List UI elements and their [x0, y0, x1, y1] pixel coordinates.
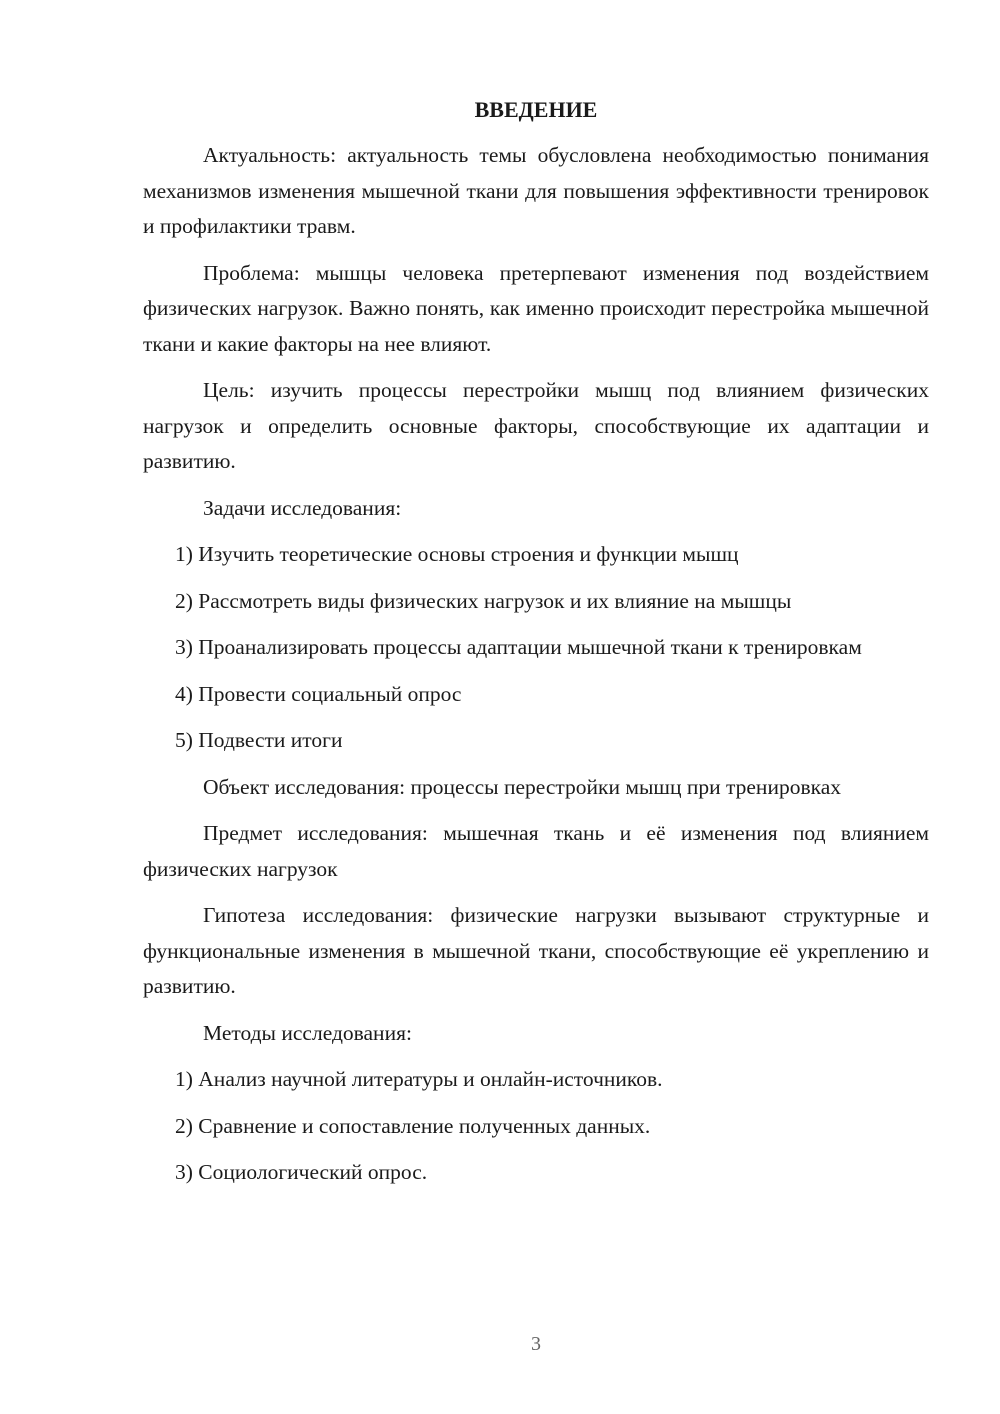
methods-heading: Методы исследования: — [203, 1020, 412, 1045]
method-item: 2) Сравнение и сопоставление полученных данных. — [175, 1113, 651, 1138]
task-item: 1) Изучить теоретические основы строения и функции мышц — [175, 542, 739, 566]
task-item: 2) Рассмотреть виды физических нагрузок и их влияние на мышцы — [175, 588, 792, 613]
task-item: 3) Проанализировать процессы адаптации мышечной ткани к тренировкам — [175, 635, 862, 659]
page-content — [143, 93, 929, 1202]
page-title: ВВЕДЕНИЕ — [474, 97, 598, 122]
task-item: 5) Подвести итоги — [175, 728, 343, 752]
hypothesis-paragraph: Гипотеза исследования: физические нагрузки вызывают структурные и функциональные изменения в мышечной ткани, способствующие её укреплению и развитию. — [143, 903, 929, 998]
method-item: 3) Социологический опрос. — [175, 1160, 428, 1184]
tasks-heading: Задачи исследования: — [203, 495, 402, 520]
method-item: 1) Анализ научной литературы и онлайн-источников. — [175, 1067, 663, 1091]
page-number: 3 — [531, 1333, 541, 1355]
subject-paragraph: Предмет исследования: мышечная ткань и её изменения под влиянием физических нагрузок — [143, 821, 929, 881]
object-paragraph: Объект исследования: процессы перестройки мышц при тренировках — [203, 774, 842, 799]
problem-paragraph: Проблема: мышцы человека претерпевают изменения под воздействием физических нагрузок. Важно понять, как именно происходит перестройка мышечной ткани и какие факторы на нее влияют. — [143, 260, 929, 356]
goal-paragraph: Цель: изучить процессы перестройки мышц под влиянием физических нагрузок и определить основные факторы, способствующие их адаптации и развитию. — [143, 378, 929, 473]
task-item: 4) Провести социальный опрос — [175, 681, 462, 706]
relevance-paragraph: Актуальность: актуальность темы обусловлена необходимостью понимания механизмов изменения мышечной ткани для повышения эффективности тренировок и профилактики травм. — [143, 143, 929, 238]
